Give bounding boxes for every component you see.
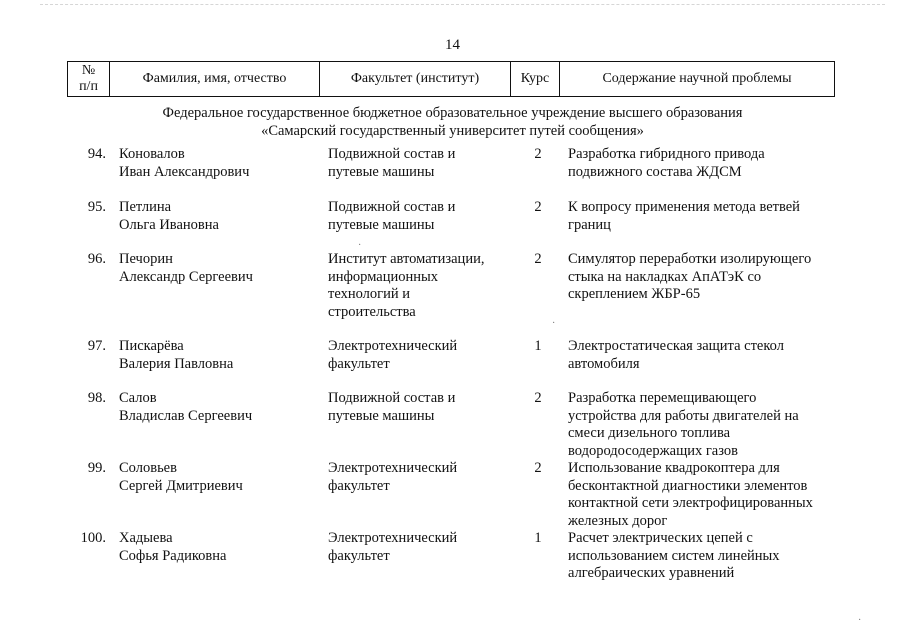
student-name bbox=[119, 251, 319, 286]
student-name-line: Александр Сергеевич bbox=[119, 268, 253, 285]
course: 1 bbox=[534, 338, 542, 354]
research-topic-line: Разработка гибридного привода bbox=[568, 146, 765, 162]
table-header bbox=[67, 61, 835, 97]
scan-speck: · bbox=[858, 615, 862, 626]
faculty-line: путевые машины bbox=[328, 216, 435, 233]
header-number-line2: п/п bbox=[79, 79, 98, 94]
page-number: 14 bbox=[445, 37, 460, 53]
scan-speck: · bbox=[358, 240, 362, 251]
student-name-line: Иван Александрович bbox=[119, 163, 250, 180]
student-name-line: Соловьев bbox=[119, 460, 177, 476]
research-topic-line: водородосодержащих газов bbox=[568, 442, 738, 459]
faculty-line: путевые машины bbox=[328, 407, 435, 424]
faculty bbox=[328, 199, 518, 234]
faculty-line: факультет bbox=[328, 547, 390, 564]
faculty-line: строительства bbox=[328, 303, 416, 320]
student-name-line: Сергей Дмитриевич bbox=[119, 477, 243, 494]
course: 2 bbox=[534, 251, 542, 267]
research-topic-line: устройства для работы двигателей на bbox=[568, 407, 799, 424]
faculty-line: технологий и bbox=[328, 286, 410, 302]
research-topic-line: Расчет электрических цепей с bbox=[568, 530, 753, 546]
faculty-line: Подвижной состав и bbox=[328, 146, 456, 162]
course: 2 bbox=[534, 460, 542, 476]
faculty-line: факультет bbox=[328, 477, 390, 494]
course: 2 bbox=[534, 199, 542, 215]
student-name-line: Владислав Сергеевич bbox=[119, 407, 253, 424]
research-topic-line: скреплением ЖБР-65 bbox=[568, 286, 701, 302]
organization-line1: Федеральное государственное бюджетное образовательное учреждение высшего образования bbox=[162, 105, 743, 121]
student-name bbox=[119, 146, 319, 181]
row-number: 96. bbox=[87, 251, 106, 267]
faculty bbox=[328, 338, 518, 373]
row-number: 97. bbox=[87, 338, 106, 354]
student-name-line: Печорин bbox=[119, 251, 173, 267]
research-topic-line: Разработка перемещивающего bbox=[568, 390, 757, 406]
header-faculty: Факультет (институт) bbox=[320, 62, 511, 97]
faculty-line: Электротехнический bbox=[328, 460, 458, 476]
student-name bbox=[119, 338, 319, 373]
faculty bbox=[328, 251, 518, 321]
research-topic-line: бесконтактной диагностики элементов bbox=[568, 477, 808, 494]
header-number bbox=[68, 62, 110, 97]
organization-line2: «Самарский государственный университет путей сообщения» bbox=[261, 123, 644, 139]
student-name bbox=[119, 390, 319, 425]
row-number: 98. bbox=[87, 390, 106, 406]
student-name bbox=[119, 460, 319, 495]
faculty bbox=[328, 390, 518, 425]
research-topic bbox=[568, 251, 836, 304]
faculty bbox=[328, 530, 518, 565]
faculty bbox=[328, 460, 518, 495]
header-name: Фамилия, имя, отчество bbox=[110, 62, 320, 97]
research-topic-line: автомобиля bbox=[568, 355, 640, 372]
research-topic-line: смеси дизельного топлива bbox=[568, 425, 731, 441]
row-number: 95. bbox=[87, 199, 106, 215]
research-topic-line: Электростатическая защита стекол bbox=[568, 338, 784, 354]
student-name-line: Ольга Ивановна bbox=[119, 216, 219, 233]
faculty-line: Электротехнический bbox=[328, 338, 458, 354]
student-name-line: Салов bbox=[119, 390, 157, 406]
row-number: 100. bbox=[80, 530, 106, 546]
header-number-line1: № bbox=[81, 63, 96, 78]
research-topic-line: использованием систем линейных bbox=[568, 547, 780, 564]
research-topic-line: К вопросу применения метода ветвей bbox=[568, 199, 800, 215]
course: 2 bbox=[534, 390, 542, 406]
student-name-line: Пискарёва bbox=[119, 338, 184, 354]
research-topic bbox=[568, 146, 836, 181]
header-course: Курс bbox=[511, 62, 560, 97]
research-topic-line: Использование квадрокоптера для bbox=[568, 460, 780, 476]
row-number: 94. bbox=[87, 146, 106, 162]
research-topic bbox=[568, 199, 836, 234]
faculty-line: информационных bbox=[328, 268, 438, 285]
student-name-line: Хадыева bbox=[119, 530, 173, 546]
research-topic bbox=[568, 390, 836, 460]
research-topic-line: стыка на накладках АпАТэК со bbox=[568, 268, 762, 285]
student-name bbox=[119, 530, 319, 565]
faculty-line: Электротехнический bbox=[328, 530, 458, 546]
research-topic-line: алгебраических уравнений bbox=[568, 565, 735, 581]
research-topic bbox=[568, 530, 836, 583]
course: 2 bbox=[534, 146, 542, 162]
student-name-line: Софья Радиковна bbox=[119, 547, 227, 564]
student-name-line: Коновалов bbox=[119, 146, 185, 162]
scan-top-edge bbox=[40, 4, 885, 6]
faculty-line: Институт автоматизации, bbox=[328, 251, 485, 267]
research-topic-line: железных дорог bbox=[568, 512, 668, 529]
research-topic-line: Симулятор переработки изолирующего bbox=[568, 251, 812, 267]
research-topic-line: границ bbox=[568, 216, 611, 233]
research-topic bbox=[568, 460, 836, 530]
research-topic bbox=[568, 338, 836, 373]
row-number: 99. bbox=[87, 460, 106, 476]
research-topic-line: контактной сети электрофицированных bbox=[568, 495, 813, 511]
faculty-line: факультет bbox=[328, 355, 390, 372]
faculty-line: путевые машины bbox=[328, 163, 435, 180]
student-name bbox=[119, 199, 319, 234]
organization-title bbox=[0, 104, 905, 140]
student-name-line: Петлина bbox=[119, 199, 172, 215]
course: 1 bbox=[534, 530, 542, 546]
research-topic-line: подвижного состава ЖДСМ bbox=[568, 163, 742, 180]
faculty bbox=[328, 146, 518, 181]
faculty-line: Подвижной состав и bbox=[328, 199, 456, 215]
faculty-line: Подвижной состав и bbox=[328, 390, 456, 406]
header-topic: Содержание научной проблемы bbox=[560, 62, 835, 97]
student-name-line: Валерия Павловна bbox=[119, 355, 234, 372]
scan-speck: · bbox=[552, 318, 556, 329]
